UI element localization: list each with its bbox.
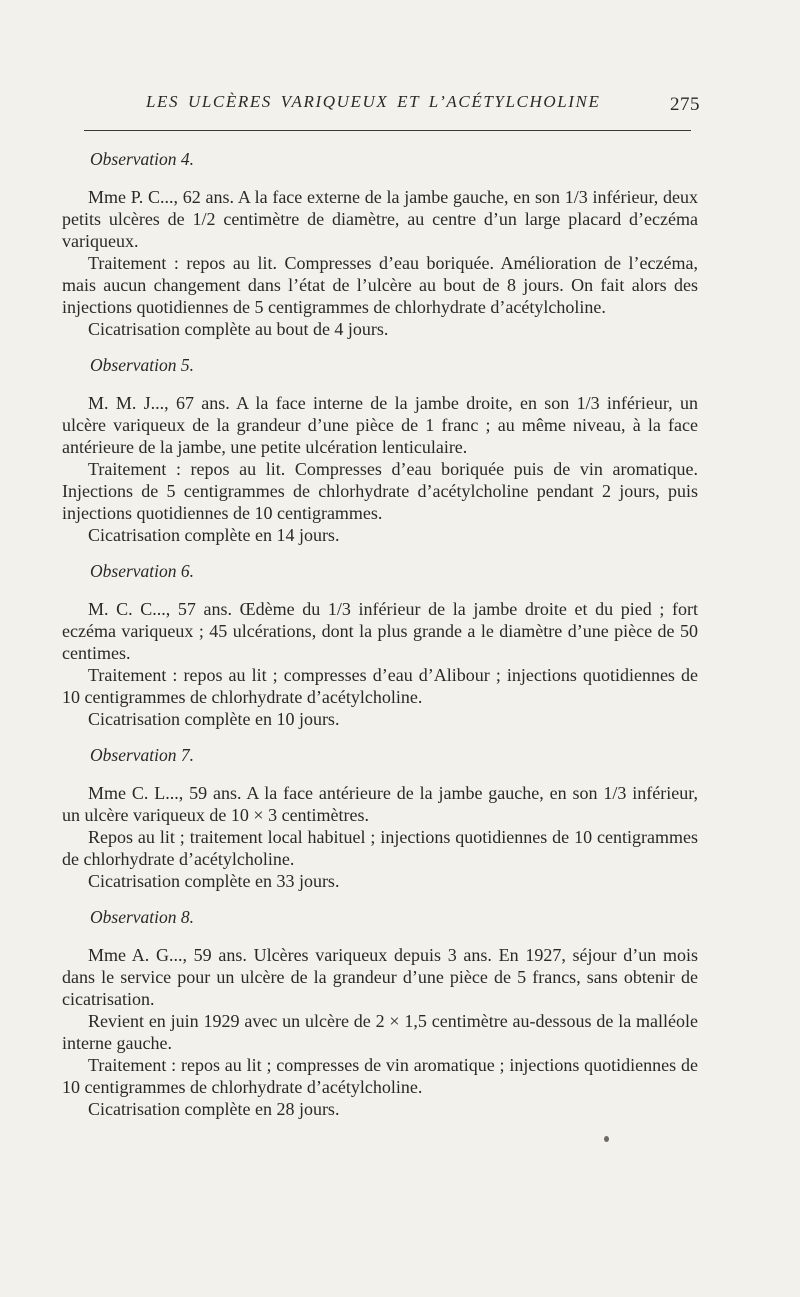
ink-speck: [604, 1136, 609, 1142]
paragraph: Mme A. G..., 59 ans. Ulcères variqueux depuis 3 ans. En 1927, séjour d’un mois dans le service pour un ulcère de la grandeur d’une pièce de 5 francs, sans obtenir de cicatrisation.: [62, 945, 698, 1009]
page-number: 275: [670, 94, 700, 115]
paragraph: Repos au lit ; traitement local habituel ; injections quotidiennes de 10 centigrammes de chlorhydrate d’acétylcholine.: [62, 827, 698, 869]
paragraph: M. C. C..., 57 ans. Œdème du 1/3 inférieur de la jambe droite et du pied ; fort eczéma variqueux ; 45 ulcérations, dont la plus grande a le diamètre d’une pièce de 50 centimes.: [62, 599, 698, 663]
running-head: [60, 92, 700, 122]
paragraph: Traitement : repos au lit ; compresses de vin aromatique ; injections quotidiennes de 10 centigrammes de chlorhydrate d’acétylcholine.: [62, 1055, 698, 1097]
paragraph: Traitement : repos au lit. Compresses d’eau boriquée. Amélioration de l’eczéma, mais aucun changement dans l’état de l’ulcère au bout de 8 jours. On fait alors des injections quotidiennes de 5 centigrammes de chlorhydrate d’acétylcholine.: [62, 253, 698, 317]
paragraph: Cicatrisation complète au bout de 4 jours.: [88, 319, 389, 339]
paragraph: Traitement : repos au lit ; compresses d’eau d’Alibour ; injections quotidiennes de 10 centigrammes de chlorhydrate d’acétylcholine.: [62, 665, 698, 707]
paragraph: Traitement : repos au lit. Compresses d’eau boriquée puis de vin aromatique. Injections de 5 centigrammes de chlorhydrate d’acétylcholine pendant 2 jours, puis injections quotidiennes de 10 centigrammes.: [62, 459, 698, 523]
observation-title: Observation 7.: [90, 745, 195, 765]
paragraph: Mme C. L..., 59 ans. A la face antérieure de la jambe gauche, en son 1/3 inférieur, un ulcère variqueux de 10 × 3 centimètres.: [62, 783, 698, 825]
observation-title: Observation 8.: [90, 907, 195, 927]
observation-5: [62, 354, 698, 546]
observation-title: Observation 6.: [90, 561, 195, 581]
paragraph: Mme P. C..., 62 ans. A la face externe de la jambe gauche, en son 1/3 inférieur, deux petits ulcères de 1/2 centimètre de diamètre, au centre d’un large placard d’eczéma variqueux.: [62, 187, 698, 251]
paragraph: Cicatrisation complète en 10 jours.: [88, 709, 340, 729]
body-text: [62, 148, 698, 1120]
observation-7: [62, 744, 698, 892]
paragraph: Revient en juin 1929 avec un ulcère de 2 × 1,5 centimètre au-dessous de la malléole interne gauche.: [62, 1011, 698, 1053]
observation-4: [62, 148, 698, 340]
observation-8: [62, 906, 698, 1120]
observation-title: Observation 5.: [90, 355, 195, 375]
running-title: LES ULCÈRES VARIQUEUX ET L’ACÉTYLCHOLINE: [146, 92, 601, 111]
paragraph: Cicatrisation complète en 14 jours.: [88, 525, 340, 545]
paragraph: Cicatrisation complète en 28 jours.: [88, 1099, 340, 1119]
observation-6: [62, 560, 698, 730]
paragraph: Cicatrisation complète en 33 jours.: [88, 871, 340, 891]
header-rule: [84, 130, 691, 131]
observation-title: Observation 4.: [90, 149, 195, 169]
paragraph: M. M. J..., 67 ans. A la face interne de la jambe droite, en son 1/3 inférieur, un ulcère variqueux de la grandeur d’une pièce de 1 franc ; au même niveau, à la face antérieure de la jambe, une petite ulcération lenticulaire.: [62, 393, 698, 457]
